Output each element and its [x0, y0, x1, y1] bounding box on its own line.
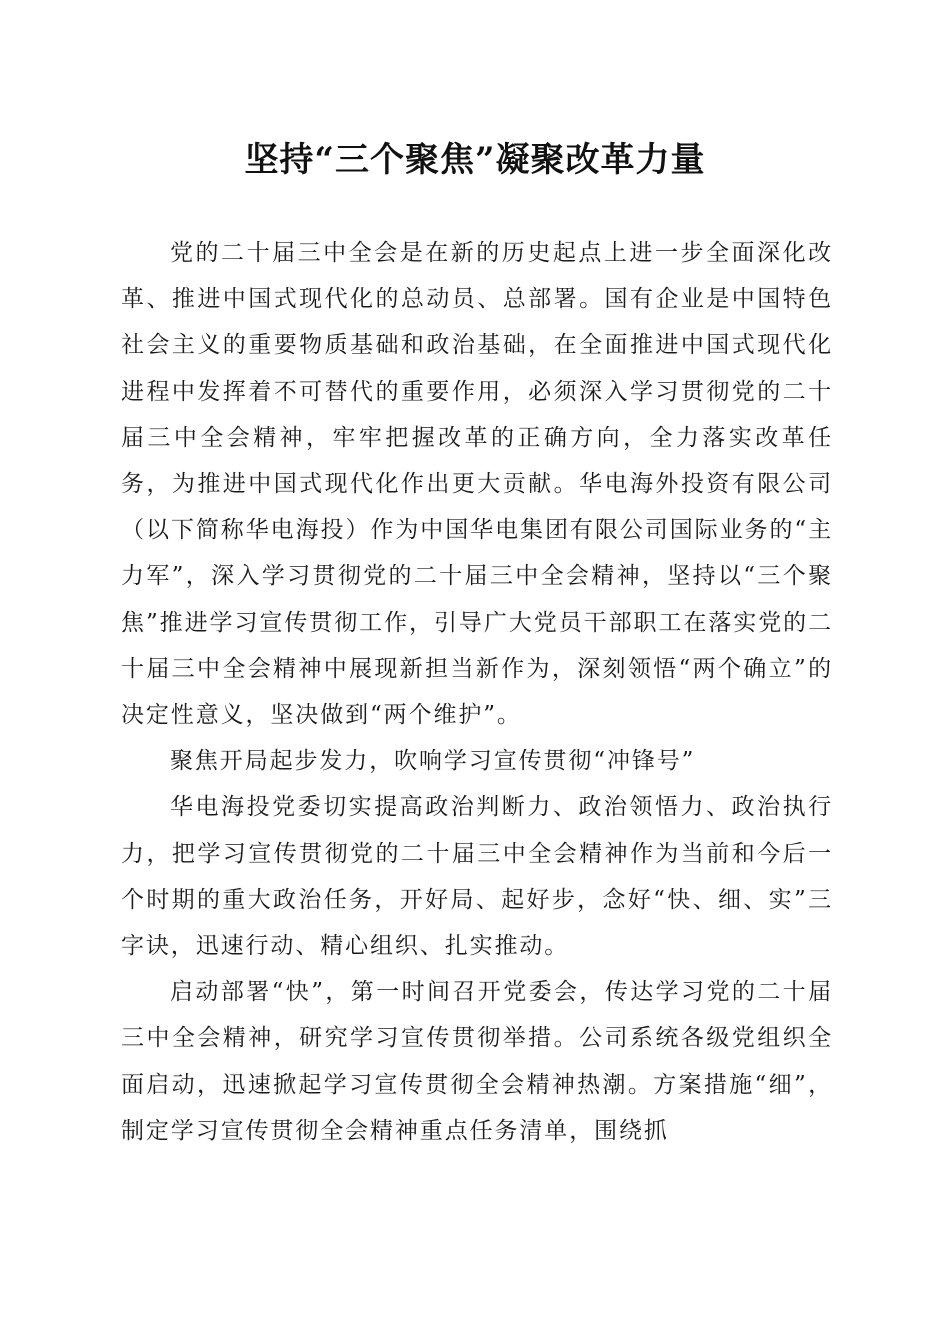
- paragraph-section-1: 华电海投党委切实提高政治判断力、政治领悟力、政治执行力，把学习宣传贯彻党的二十届三中全会精神作为当前和今后一个时期的重大政治任务，开好局、起好步，念好“快、细、实”三字诀，迅速行动、精心组织、扎实推动。: [121, 794, 833, 960]
- paragraph-intro: 党的二十届三中全会是在新的历史起点上进一步全面深化改革、推进中国式现代化的总动员、总部署。国有企业是中国特色社会主义的重要物质基础和政治基础，在全面推进中国式现代化进程中发挥着不可替代的重要作用，必须深入学习贯彻党的二十届三中全会精神，牢牢把握改革的正确方向，全力落实改革任务，为推进中国式现代化作出更大贡献。华电海外投资有限公司（以下简称华电海投）作为中国华电集团有限公司国际业务的“主力军”，深入学习贯彻党的二十届三中全会精神，坚持以“三个聚焦”推进学习宣传贯彻工作，引导广大党员干部职工在落实党的二十届三中全会精神中展现新担当新作为，深刻领悟“两个确立”的决定性意义，坚决做到“两个维护”。: [121, 240, 833, 729]
- document-title: 坚持“三个聚焦”凝聚改革力量: [244, 140, 706, 180]
- paragraph-section-2: 启动部署“快”，第一时间召开党委会，传达学习党的二十届三中全会精神，研究学习宣传贯彻举措。公司系统各级党组织全面启动，迅速掀起学习宣传贯彻全会精神热潮。方案措施“细”，制定学习宣传贯彻全会精神重点任务清单，围绕抓: [121, 979, 833, 1144]
- document-body: [121, 230, 833, 1154]
- section-heading: 聚焦开局起步发力，吹响学习宣传贯彻“冲锋号”: [170, 748, 696, 775]
